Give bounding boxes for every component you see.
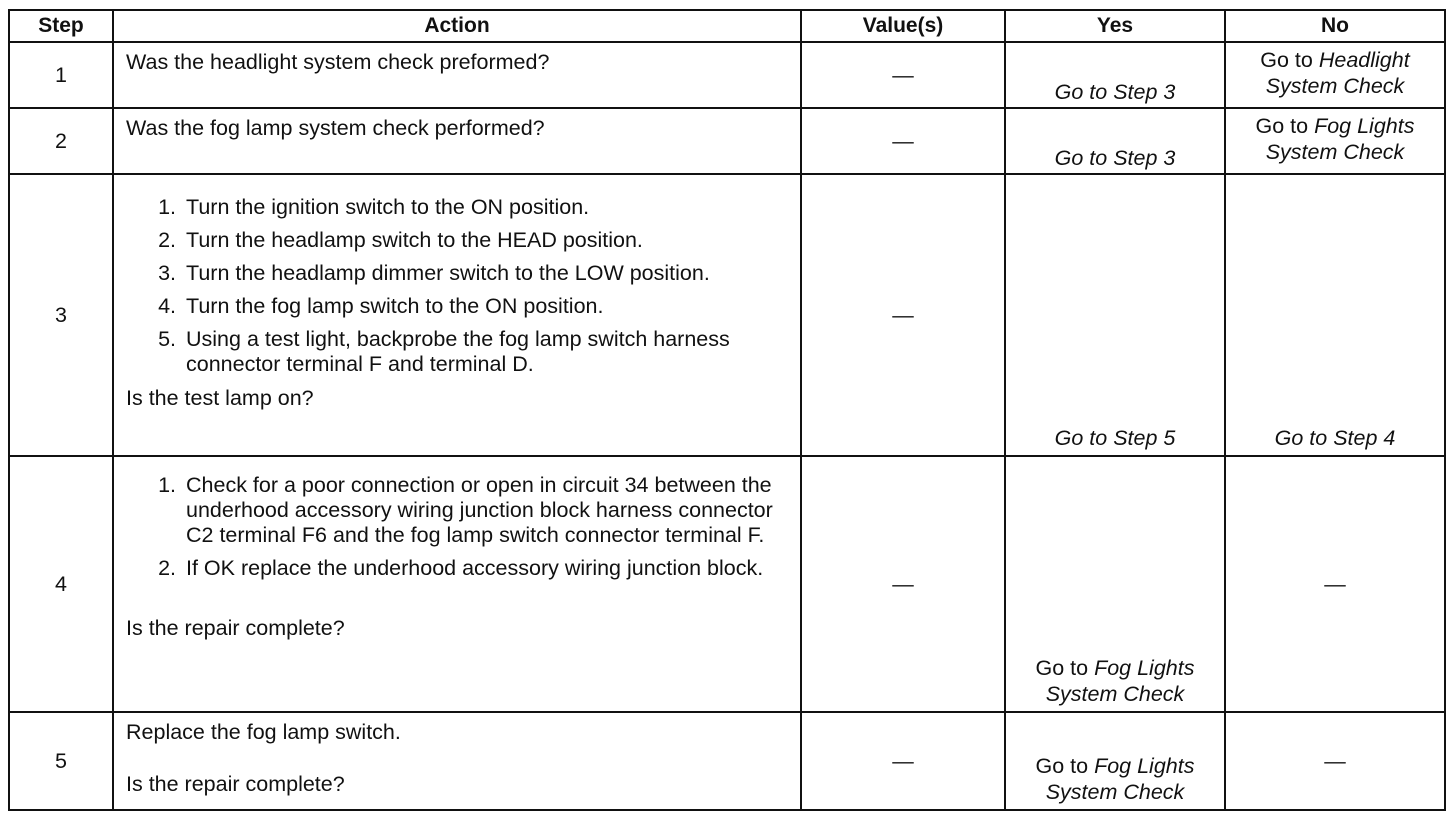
action-step-item: 1. Turn the ignition switch to the ON position.	[182, 195, 790, 220]
action-cell	[113, 712, 801, 810]
table-row	[9, 456, 1445, 712]
no-cell	[1225, 456, 1445, 712]
yes-target-1: Fog Lights	[1094, 656, 1195, 680]
value-dash: —	[892, 128, 914, 153]
yes-link[interactable]	[1036, 656, 1195, 706]
header-yes: Yes	[1005, 10, 1225, 42]
action-steps-list	[126, 195, 790, 377]
table-row	[9, 108, 1445, 174]
no-link[interactable]	[1260, 48, 1409, 98]
action-question: Was the fog lamp system check performed?	[126, 116, 545, 140]
diagnostic-table	[8, 9, 1446, 811]
header-action: Action	[113, 10, 801, 42]
action-step-item: 4. Turn the fog lamp switch to the ON position.	[182, 294, 790, 319]
yes-link[interactable]	[1036, 754, 1195, 804]
value-cell	[801, 712, 1005, 810]
value-cell	[801, 108, 1005, 174]
no-link[interactable]	[1256, 114, 1415, 164]
step-number: 2	[9, 108, 113, 174]
action-question: Is the repair complete?	[126, 772, 345, 796]
no-dash: —	[1324, 572, 1346, 596]
value-cell	[801, 174, 1005, 456]
no-target-2: System Check	[1265, 140, 1405, 164]
step-number: 1	[9, 42, 113, 108]
yes-cell	[1005, 456, 1225, 712]
action-step-item: 2. If OK replace the underhood accessory wiring junction block.	[182, 556, 790, 581]
action-question: Was the headlight system check preformed?	[126, 50, 550, 74]
value-cell	[801, 42, 1005, 108]
yes-target-2: System Check	[1045, 780, 1185, 804]
action-step-item: 2. Turn the headlamp switch to the HEAD position.	[182, 228, 790, 253]
action-cell	[113, 108, 801, 174]
header-no: No	[1225, 10, 1445, 42]
yes-prefix: Go to	[1035, 754, 1089, 778]
value-cell	[801, 456, 1005, 712]
value-dash: —	[892, 748, 914, 773]
action-steps-list	[126, 473, 790, 581]
action-cell	[113, 456, 801, 712]
yes-prefix: Go to	[1035, 656, 1089, 680]
no-target-1: Headlight	[1318, 48, 1410, 72]
no-prefix: Go to	[1255, 114, 1309, 138]
table-row	[9, 712, 1445, 810]
no-dash: —	[1324, 749, 1346, 773]
value-dash: —	[892, 62, 914, 87]
step-number: 4	[9, 456, 113, 712]
value-dash: —	[892, 302, 914, 327]
step-number: 3	[9, 174, 113, 456]
yes-target-2: System Check	[1045, 682, 1185, 706]
action-cell	[113, 174, 801, 456]
yes-cell	[1005, 42, 1225, 108]
action-cell	[113, 42, 801, 108]
header-values: Value(s)	[801, 10, 1005, 42]
yes-target-1: Fog Lights	[1094, 754, 1195, 778]
header-step: Step	[9, 10, 113, 42]
table-row	[9, 42, 1445, 108]
yes-link[interactable]: Go to Step 3	[1054, 80, 1176, 104]
step-number: 5	[9, 712, 113, 810]
no-cell	[1225, 108, 1445, 174]
action-step-item: 5. Using a test light, backprobe the fog lamp switch harness connector terminal F and terminal D.	[182, 327, 790, 377]
yes-cell	[1005, 174, 1225, 456]
action-instruction: Replace the fog lamp switch.	[126, 720, 401, 744]
yes-cell	[1005, 712, 1225, 810]
yes-link[interactable]: Go to Step 5	[1054, 426, 1176, 450]
no-cell	[1225, 42, 1445, 108]
no-target-1: Fog Lights	[1314, 114, 1415, 138]
no-target-2: System Check	[1265, 74, 1405, 98]
header-row	[9, 10, 1445, 42]
table-row	[9, 174, 1445, 456]
diagnostic-document	[8, 9, 1444, 811]
action-question: Is the repair complete?	[126, 616, 345, 640]
value-dash: —	[892, 571, 914, 596]
action-step-item: 1. Check for a poor connection or open in circuit 34 between the underhood accessory wiring junction block harness connector C2 terminal F6 and the fog lamp switch connector terminal F.	[182, 473, 790, 548]
yes-cell	[1005, 108, 1225, 174]
yes-link[interactable]: Go to Step 3	[1054, 146, 1176, 170]
action-question: Is the test lamp on?	[126, 386, 314, 410]
no-link[interactable]: Go to Step 4	[1274, 426, 1396, 450]
no-cell	[1225, 712, 1445, 810]
action-step-item: 3. Turn the headlamp dimmer switch to the LOW position.	[182, 261, 790, 286]
no-cell	[1225, 174, 1445, 456]
no-prefix: Go to	[1260, 48, 1313, 72]
